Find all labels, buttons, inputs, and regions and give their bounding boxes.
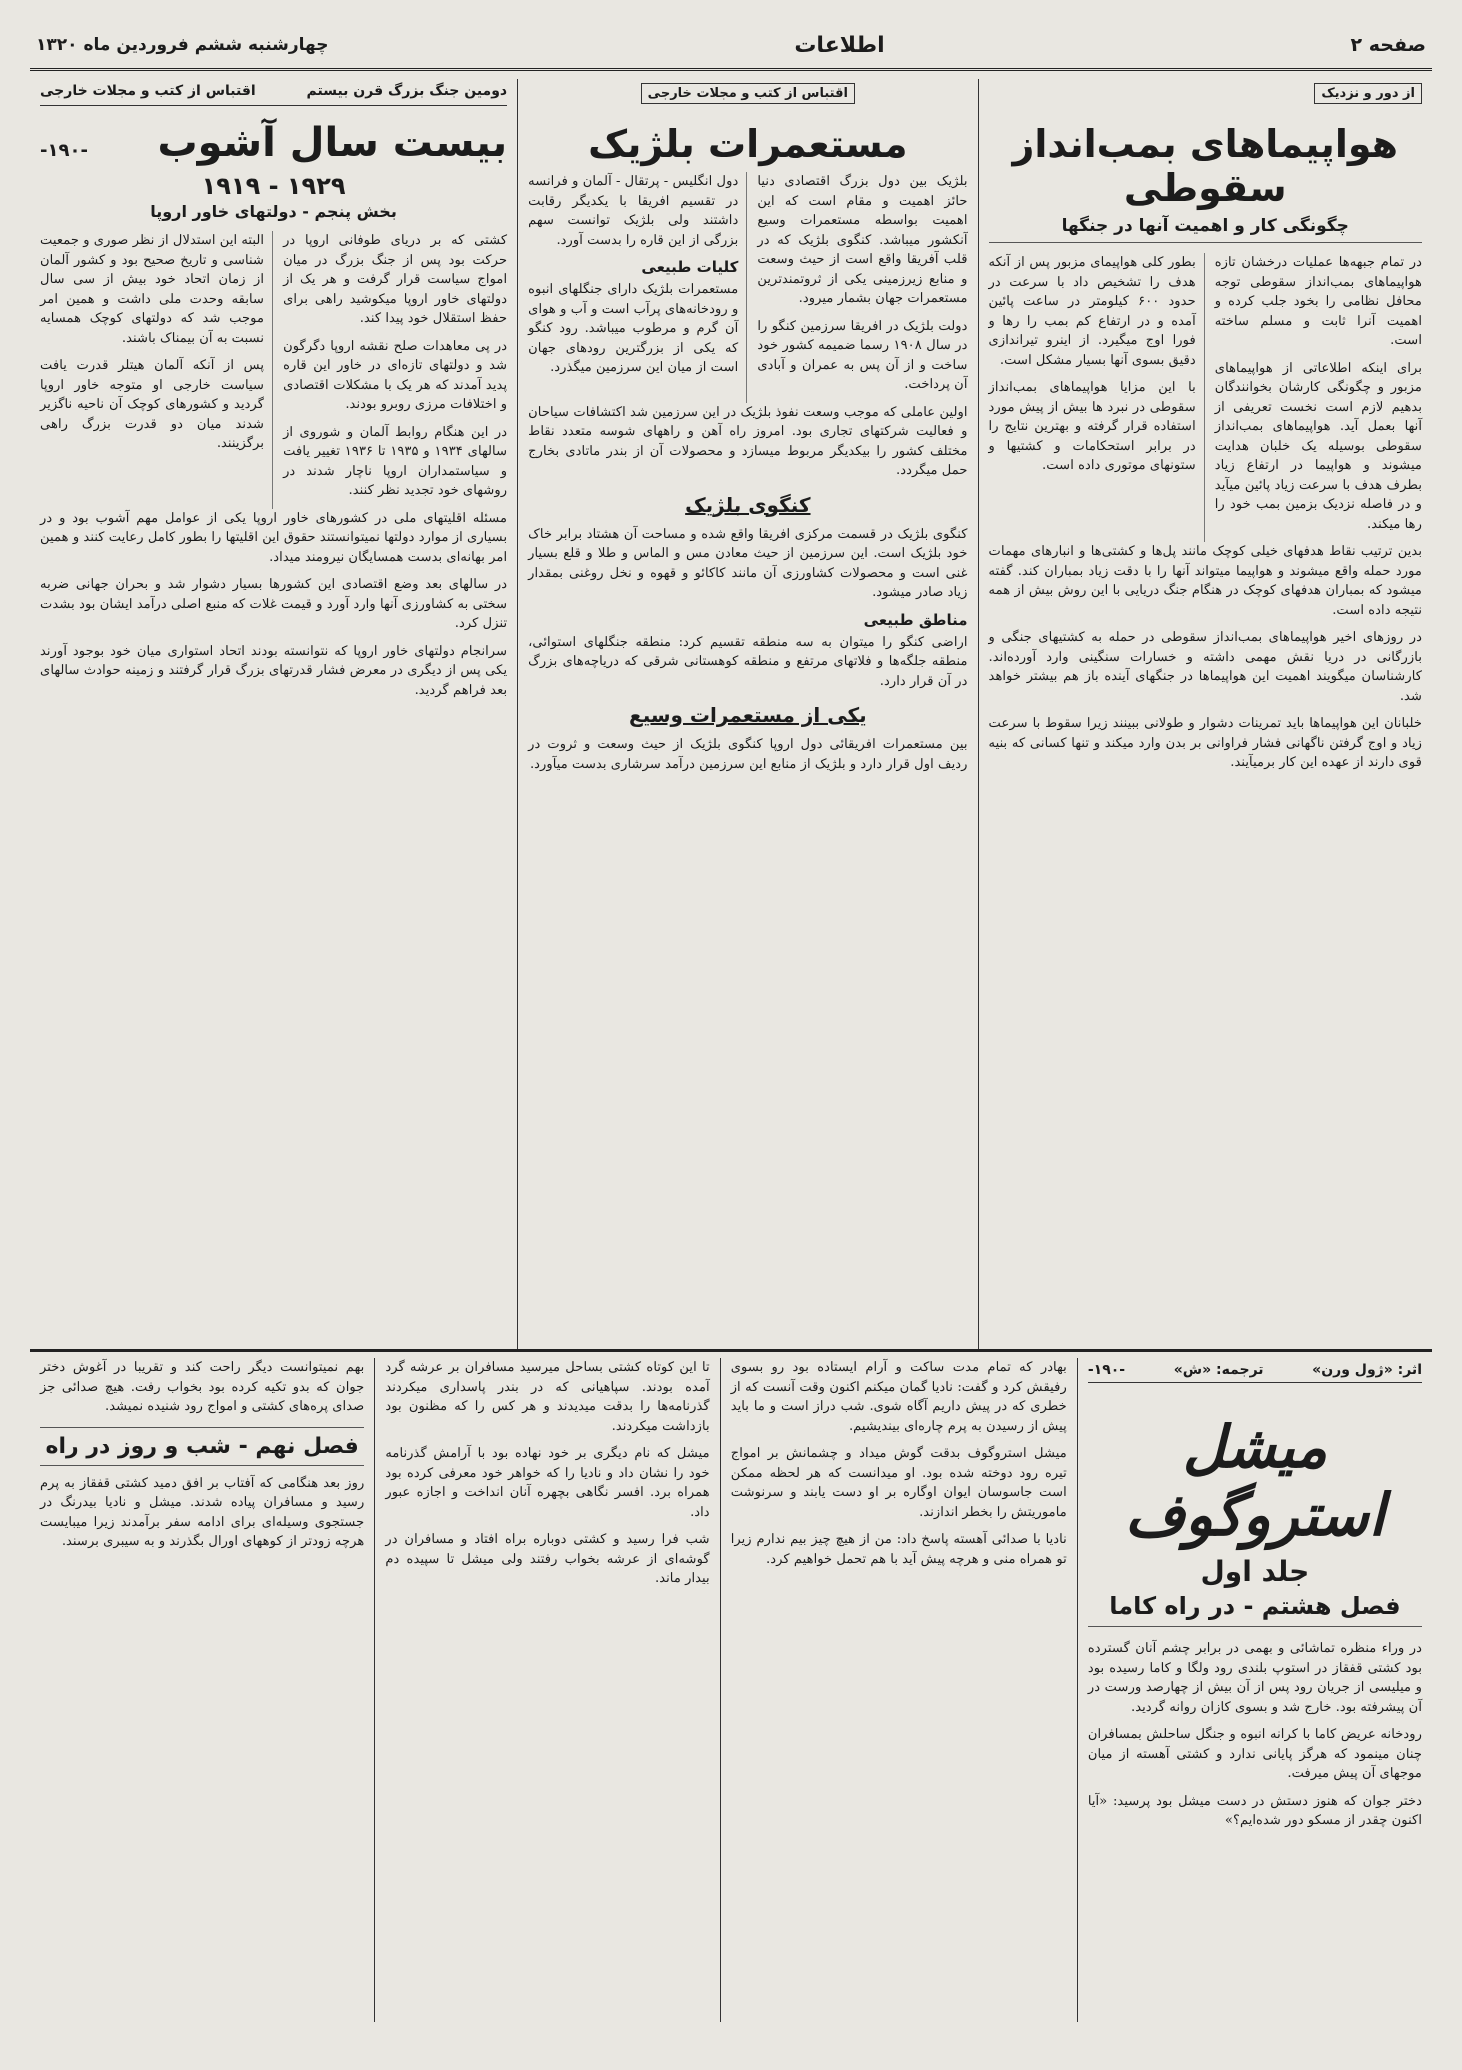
paragraph: خلبانان این هواپیماها باید تمرینات دشوار و طولانی ببینند زیرا سقوط با سرعت زیاد و اوج گرفتن ناگهانی فشار فراوانی بر بدن وارد میکند و تنها کسانی که بنیه قوی دارند از عهده این کار برمیآیند.: [988, 716, 1422, 770]
paragraph: با این مزایا هواپیماهای بمب‌انداز سقوطی در نبرد ها بیش از پیش مورد استفاده قرار گرفته و بهترین نتایج را در برابر استحکامات و کشتیها و ستونهای موتوری داده است.: [988, 380, 1196, 473]
column-bombers: [979, 79, 1432, 1349]
subcolumn-left: [528, 172, 747, 403]
paragraph: پس از آنکه آلمان هیتلر قدرت یافت سیاست خارجی او متوجه خاور اروپا گردید و کشورهای کوچک آن ناحیه ناگزیر شدند میان دو قدرت بزرگ راهی برگزینند.: [40, 358, 265, 451]
story-translator: ترجمه: «ش»: [1173, 1362, 1264, 1378]
paragraph: بدین ترتیب نقاط هدفهای خیلی کوچک مانند پل‌ها و کشتی‌ها و انبارهای مهمات مورد حمله واقع میشوند و هواپیما میتواند آنها را با دقت زیاد بمباران کند. گفته میشود که بمباران هدفهای کوچک در هنگام جنگ دریایی با این روش بیش از همه نتیجه داده است.: [988, 544, 1422, 618]
story-byline: [1088, 1358, 1422, 1383]
column-twenty-years: [30, 79, 518, 1349]
paragraph: دختر جوان که هنوز دستش در دست میشل بود پرسید: «آیا اکنون چقدر از مسکو دور شده‌ایم؟»: [1087, 1793, 1422, 1828]
paragraph: بهادر که تمام مدت ساکت و آرام ایستاده بود رو بسوی رفیقش کرد و گفت: نادیا گمان میکنم اکنون وقت آنست که از خطری که در پیش داریم آگاه شوی. شب دراز است و ما باید پیش از رسیدن به پرم چاره‌ای بیندیشیم.: [730, 1360, 1067, 1434]
paragraph: سرانجام دولتهای خاور اروپا که نتوانسته بودند اتحاد استواری میان خود بوجود آورند یکی پس از دیگری در معرض فشار قدرتهای بزرگ قرار گرفتند و زمینه حوادث سالهای بعد فراهم گردید.: [40, 643, 508, 698]
chapter-title: فصل نهم - شب و روز در راه: [40, 1427, 364, 1466]
subheading: یکی از مستعمرات وسیع: [629, 703, 867, 727]
paragraph: اراضی کنگو را میتوان به سه منطقه تقسیم کرد: منطقه جنگلهای استوائی، منطقه جلگه‌ها و فلاتهای مرتفع و منطقه کوهستانی شرقی که دریاچه‌های بزرگ در آن قرار دارد.: [528, 634, 968, 689]
paragraph: بین مستعمرات افریقائی دول اروپا کنگوی بلژیک از حیث وسعت و ثروت در ردیف اول قرار دارد و بلژیک از منابع این سرزمین درآمد سرشاری بدست میآورد.: [528, 737, 968, 772]
paragraph: تا این کوتاه کشتی بساحل میرسید مسافران بر عرشه گرد آمده بودند. سپاهیانی که در بندر پاسداری میکردند گذرنامه‌ها را بدقت میدیدند و هر کس را که مظنون بود بازداشت میکردند.: [385, 1360, 710, 1434]
paragraph: مستعمرات بلژیک دارای جنگلهای انبوه و رودخانه‌های پرآب است و آب و هوای آن گرم و مرطوب میباشد. رود کنگو که یکی از بزرگترین رودهای جهان است از میان این سرزمین میگذرد.: [528, 282, 739, 375]
paragraph: در سالهای بعد وضع اقتصادی این کشورها بسیار دشوار شد و بحران جهانی ضربه سختی به کشاورزی آنها وارد آورد و قیمت غلات که منبع اصلی درآمد ایشان بود بشدت تنزل کرد.: [40, 577, 508, 631]
subheading: مناطق طبیعی: [863, 610, 968, 629]
story-column-3: [375, 1358, 720, 2022]
installment-number: -۱۹۰-: [1087, 1362, 1126, 1378]
paragraph: در وراء منظره تماشائی و بهمی در برابر چشم آنان گسترده بود کشتی قفقاز در استوپ بلندی رود ولگا و کاما رسیده بود و میلیسی از جریان رود پس از آن بیش از چهارصد ورست در آن پیشرفته بود. خارج شد و بسوی کازان روانه گردید.: [1087, 1641, 1422, 1715]
subcolumn-right: [283, 231, 507, 509]
paragraph: نادیا با صدائی آهسته پاسخ داد: من از هیچ چیز بیم ندارم زیرا تو همراه منی و هرچه پیش آید با هم تحمل خواهیم کرد.: [730, 1532, 1067, 1567]
paragraph: بهم نمیتوانست دیگر راحت کند و تقریبا در آغوش دختر جوان که بدو تکیه کرده بود بخواب رفت. هیچ صدائی جز صدای پره‌های کشتی و امواج رود شنیده نمیشد.: [40, 1360, 365, 1414]
issue-date: چهارشنبه ششم فروردین ماه ۱۳۲۰: [36, 35, 329, 55]
paragraph: میشل استروگوف بدقت گوش میداد و چشمانش بر امواج تیره رود دوخته شده بود. او میدانست که هر لحظه ممکن است جاسوسان ایوان اوگاره بر او دست یابند و سرنوشت ماموریتش را بخطر اندازند.: [730, 1446, 1067, 1520]
paragraph: میشل که نام دیگری بر خود نهاده بود با آرامش گذرنامه خود را نشان داد و نادیا را که خواهر خود معرفی کرده بود همراه برد. افسر نگاهی بچهره آنان انداخت و اجازه عبور داد.: [385, 1446, 710, 1520]
tag-wrap: [528, 79, 967, 108]
paragraph: کنگوی بلژیک در قسمت مرکزی افریقا واقع شده و مساحت آن هشتاد برابر خاک خود بلژیک است. این سرزمین از حیث معادن مس و الماس و طلا و قلع بسیار غنی است و محصولات کشاورزی آن مانند کاکائو و قهوه و نخل روغنی بمقدار زیاد صادر میشود.: [528, 526, 968, 600]
story-column-title: [1078, 1358, 1432, 2022]
paragraph: مسئله اقلیتهای ملی در کشورهای خاور اروپا یکی از عوامل مهم آشوب بود و در بسیاری از موارد دولتها نمیتوانستند حقوق این اقلیتها را بطور کامل رعایت کنند و همین امر بهانه‌ای بدست همسایگان نیرومند میداد.: [40, 510, 508, 565]
page-number: صفحه ۲: [1350, 34, 1426, 56]
novel-title: میشل استروگوف: [1124, 1413, 1385, 1549]
article-subtitle: چگونگی کار و اهمیت آنها در جنگها: [989, 216, 1422, 243]
series-tag: دومین جنگ بزرگ قرن بیستم: [306, 83, 508, 99]
installment-number: -۱۹۰-: [40, 140, 88, 161]
paragraph: البته این استدلال از نظر صوری و جمعیت شناسی و تاریخ صحیح بود و کشور آلمان از زمان اتحاد خود بیش از سی سال سابقه وحدت ملی داشت و همین امر موجب شد که دولتهای کوچک همسایه نسبت به آن بیمناک باشند.: [39, 233, 265, 346]
subcolumn-left: [989, 253, 1205, 542]
paragraph: اولین عاملی که موجب وسعت نفوذ بلژیک در این سرزمین شد اکتشافات سیاحان و فعالیت شرکتهای تجاری بود. امروز راه آهن و راههای شوسه متعدد نقاط مختلف کشور را بیکدیگر مربوط میسازد و محصولات آن از بندر ماتادی بخارج حمل میگردد.: [528, 404, 968, 478]
series-heading: [40, 120, 507, 166]
source-tag: اقتباس از کتب و مجلات خارجی: [40, 83, 256, 99]
paragraph: در پی معاهدات صلح نقشه اروپا دگرگون شد و دولتهای تازه‌ای در خاور این قاره پدید آمدند که هر یک با مشکلات اقتصادی و اختلافات مرزی روبرو بودند.: [283, 338, 508, 412]
story-column-4: [30, 1358, 375, 2022]
paragraph: در این هنگام روابط آلمان و شوروی از سالهای ۱۹۳۴ و ۱۹۳۵ تا ۱۹۳۶ تغییر یافت و سیاستمداران اروپا ناچار شدند در روشهای خود تجدید نظر کنند.: [283, 424, 508, 498]
volume-label: جلد اول: [1200, 1555, 1310, 1588]
section-tag: اقتباس از کتب و مجلات خارجی: [641, 83, 855, 104]
upper-section: [30, 79, 1432, 1352]
paragraph: روز بعد هنگامی که آفتاب بر افق دمید کشتی قفقاز به پرم رسید و مسافران پیاده شدند. میشل و نادیا بیدرنگ در جستجوی وسیله‌ای برای ادامه سفر برآمدند زیرا میبایست هرچه زودتر از کوههای اورال بگذرند و به سیبری برسند.: [40, 1475, 365, 1549]
paragraph: دولت بلژیک در افریقا سرزمین کنگو را در سال ۱۹۰۸ رسما ضمیمه کشور خود ساخت و از آن پس به عمران و آبادی آن پرداخت.: [757, 318, 968, 392]
subheading: کنگوی بلژیک: [685, 492, 811, 517]
paragraph: کشتی که بر دریای طوفانی اروپا در حرکت بود پس از جنگ بزرگ در میان امواج سیاست قرار گرفت و هر یک از دولتهای خاور اروپا میکوشید راهی برای حفظ استقلال خود پیدا کند.: [283, 233, 508, 326]
paragraph: بطور کلی هواپیمای مزبور پس از آنکه هدف را تشخیص داد با سرعت در حدود ۶۰۰ کیلومتر در ساعت پائین آمده و در ارتفاع کم بمب را رها و فورا اوج میگیرد. از اینرو تیراندازی دقیق بسوی آنها بسیار مشکل است.: [988, 255, 1196, 368]
column-belgian-colonies: [518, 79, 978, 1349]
serial-story-section: [30, 1358, 1432, 2022]
page-header: [30, 22, 1432, 71]
article-title: هواپیماهای بمب‌انداز سقوطی: [1012, 122, 1399, 210]
part-heading: بخش پنجم - دولتهای خاور اروپا: [150, 202, 397, 221]
paragraph: در روزهای اخیر هواپیماهای بمب‌انداز سقوطی در حمله به کشتیهای جنگی و بازرگانی در دریا نقش مهمی داشته و خسارات سنگینی وارد آورده‌اند. کارشناسان میگویند اهمیت این هواپیماها در جنگهای آینده باز هم بیشتر خواهد شد.: [988, 630, 1422, 704]
paragraph: رودخانه عریض کاما با کرانه انبوه و جنگل ساحلش بمسافران چنان مینمود که هرگز پایانی ندارد و کشتی آهسته از میان موجهای آن پیش میرفت.: [1087, 1727, 1422, 1781]
paragraph: شب فرا رسید و کشتی دوباره براه افتاد و مسافران در گوشه‌ای از عرشه بخواب رفتند ولی میشل تا سپیده دم بیدار ماند.: [385, 1532, 710, 1586]
subcolumn-right: [757, 172, 967, 403]
paragraph: بلژیک بین دول بزرگ اقتصادی دنیا حائز اهمیت و مقام است که این اهمیت بواسطه مستعمرات وسیع آنکشور میباشد. کنگوی بلژیک که در قلب آفریقا واقع است از حیث وسعت و منابع زیرزمینی یکی از ثروتمندترین مستعمرات جهان بشمار میرود.: [757, 174, 968, 306]
year-range: ۱۹۲۹ - ۱۹۱۹: [201, 172, 346, 200]
subcolumn-left: [40, 231, 273, 509]
story-author: اثر: «ژول ورن»: [1312, 1362, 1422, 1378]
subcolumn-right: [1215, 253, 1422, 542]
article-title: مستعمرات بلژیک: [588, 122, 908, 166]
two-subcolumns: [528, 172, 967, 403]
chapter-title: فصل هشتم - در راه کاما: [1088, 1592, 1422, 1627]
paragraph: در تمام جبهه‌ها عملیات درخشان تازه هواپیماهای بمب‌انداز سقوطی توجه محافل نظامی را بخود جلب کرده و اهمیت آنرا ثابت و مسلم ساخته است.: [1214, 255, 1422, 348]
newspaper-page: [30, 22, 1432, 2022]
two-subcolumns: [989, 253, 1422, 542]
article-title: بیست سال آشوب: [157, 120, 508, 166]
paragraph: برای اینکه اطلاعاتی از هواپیماهای مزبور و چگونگی کارشان بخوانندگان بدهیم لازم است نخست تعریفی از آنها بعمل آید. هواپیماهای بمب‌انداز سقوطی بوسیله یک خلبان هدایت میشوند و هواپیما در ارتفاع زیاد بطرف هدف با سرعت زیاد پائین میآید و در فاصله نزدیک بزمین بمب خود را رها میکند.: [1214, 360, 1422, 532]
subheading: کلیات طبیعی: [641, 258, 739, 276]
newspaper-name: اطلاعات: [794, 32, 885, 58]
story-column-2: [721, 1358, 1078, 2022]
section-tagline: [40, 79, 507, 106]
paragraph: دول انگلیس - پرتقال - آلمان و فرانسه در تقسیم افریقا با یکدیگر رقابت داشتند ولی بلژیک توانست سهم بزرگی از این قاره را بدست آورد.: [528, 174, 739, 248]
section-tag: از دور و نزدیک: [1314, 83, 1422, 104]
two-subcolumns: [40, 231, 507, 509]
